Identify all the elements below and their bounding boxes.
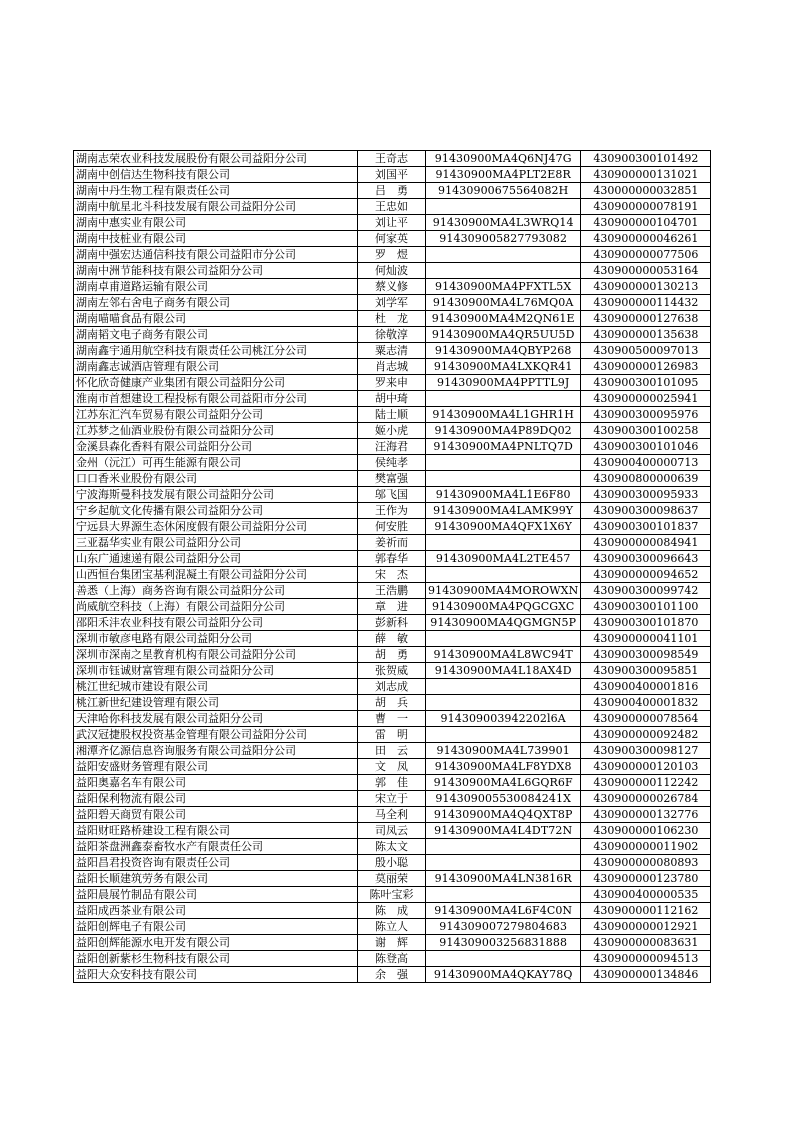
company-name-cell: 江苏东汇汽车贸易有限公司益阳分公司 (74, 407, 358, 423)
legal-person-cell: 粟志清 (358, 343, 426, 359)
company-name-cell: 桃江世纪城市建设有限公司 (74, 679, 358, 695)
legal-person-cell: 胡 勇 (358, 647, 426, 663)
legal-person-cell: 曹 一 (358, 711, 426, 727)
credit-code-cell: 91430900MA4QGMGN5P (426, 615, 581, 631)
credit-code-cell (426, 455, 581, 471)
legal-person-cell: 王作为 (358, 503, 426, 519)
registration-number-cell: 430900300095933 (581, 487, 711, 503)
registration-number-cell: 430900300101492 (581, 151, 711, 167)
table-row (74, 567, 711, 583)
company-name-cell: 湖南中惠实业有限公司 (74, 215, 358, 231)
company-name-cell: 益阳成西茶业有限公司 (74, 903, 358, 919)
table-row (74, 615, 711, 631)
credit-code-cell: 914309005530084241X (426, 791, 581, 807)
table-row (74, 151, 711, 167)
credit-code-cell: 91430900MA4PLT2E8R (426, 167, 581, 183)
legal-person-cell: 莫丽荣 (358, 871, 426, 887)
registration-number-cell: 430900000114432 (581, 295, 711, 311)
legal-person-cell: 文 凤 (358, 759, 426, 775)
company-name-cell: 益阳安盛财务管理有限公司 (74, 759, 358, 775)
registration-number-cell: 430900000112162 (581, 903, 711, 919)
company-name-cell: 深圳市深南之星教育机构有限公司益阳分公司 (74, 647, 358, 663)
credit-code-cell: 91430900MA4QBYP268 (426, 343, 581, 359)
credit-code-cell (426, 727, 581, 743)
legal-person-cell: 王奇志 (358, 151, 426, 167)
table-row (74, 327, 711, 343)
credit-code-cell: 91430900MA4M2QN61E (426, 311, 581, 327)
company-name-cell: 江苏梦之仙酒业股份有限公司益阳分公司 (74, 423, 358, 439)
credit-code-cell (426, 951, 581, 967)
credit-code-cell: 91430900MA4PFXTL5X (426, 279, 581, 295)
legal-person-cell: 刘志成 (358, 679, 426, 695)
company-name-cell: 益阳长顺建筑劳务有限公司 (74, 871, 358, 887)
credit-code-cell (426, 855, 581, 871)
credit-code-cell: 91430900MA4QKAY78Q (426, 967, 581, 983)
legal-person-cell: 雷 明 (358, 727, 426, 743)
legal-person-cell: 杜 龙 (358, 311, 426, 327)
table-row (74, 647, 711, 663)
table-row (74, 919, 711, 935)
legal-person-cell: 张贺威 (358, 663, 426, 679)
legal-person-cell: 姜祈而 (358, 535, 426, 551)
table-row (74, 759, 711, 775)
table-row (74, 439, 711, 455)
credit-code-cell: 914309003256831888 (426, 935, 581, 951)
credit-code-cell (426, 199, 581, 215)
table-row (74, 407, 711, 423)
legal-person-cell: 刘国平 (358, 167, 426, 183)
company-name-cell: 深圳市钰诚财富管理有限公司益阳分公司 (74, 663, 358, 679)
table-row (74, 695, 711, 711)
company-name-cell: 湖南中强宏达通信科技有限公司益阳市分公司 (74, 247, 358, 263)
registration-number-cell: 430900000025941 (581, 391, 711, 407)
credit-code-cell (426, 839, 581, 855)
company-name-cell: 善悉（上海）商务咨询有限公司益阳分公司 (74, 583, 358, 599)
credit-code-cell (426, 263, 581, 279)
table-row (74, 791, 711, 807)
registration-number-cell: 430900300098637 (581, 503, 711, 519)
legal-person-cell: 罗 煜 (358, 247, 426, 263)
company-name-cell: 口口香米业股份有限公司 (74, 471, 358, 487)
legal-person-cell: 刘学军 (358, 295, 426, 311)
company-name-cell: 尚威航空科技（上海）有限公司益阳分公司 (74, 599, 358, 615)
table-row (74, 839, 711, 855)
registration-number-cell: 430900300101095 (581, 375, 711, 391)
registration-number-cell: 430900500097013 (581, 343, 711, 359)
registration-number-cell: 430900000132776 (581, 807, 711, 823)
registration-number-cell: 430900300101837 (581, 519, 711, 535)
company-name-cell: 宁波海斯曼科技发展有限公司益阳分公司 (74, 487, 358, 503)
credit-code-cell (426, 535, 581, 551)
credit-code-cell: 91430900MA4L2TE457 (426, 551, 581, 567)
table-row (74, 583, 711, 599)
company-name-cell: 湖南中丹生物工程有限责任公司 (74, 183, 358, 199)
company-name-cell: 山东广通速递有限公司益阳分公司 (74, 551, 358, 567)
registration-number-cell: 430900300099742 (581, 583, 711, 599)
credit-code-cell: 91430900MA4L3WRQ14 (426, 215, 581, 231)
credit-code-cell: 91430900MA4LN3816R (426, 871, 581, 887)
legal-person-cell: 胡中琦 (358, 391, 426, 407)
table-row (74, 871, 711, 887)
registration-number-cell: 430900300100258 (581, 423, 711, 439)
legal-person-cell: 陈叶宝彩 (358, 887, 426, 903)
company-name-cell: 益阳昌君投资咨询有限责任公司 (74, 855, 358, 871)
registration-number-cell: 430900000131021 (581, 167, 711, 183)
registration-number-cell: 430900400000535 (581, 887, 711, 903)
credit-code-cell: 91430900MA4L6GQR6F (426, 775, 581, 791)
table-row (74, 343, 711, 359)
credit-code-cell: 91430900MA4PNLTQ7D (426, 439, 581, 455)
registration-number-cell: 430900000011902 (581, 839, 711, 855)
company-name-cell: 益阳奥嘉名车有限公司 (74, 775, 358, 791)
credit-code-cell: 91430900MA4L4DT72N (426, 823, 581, 839)
legal-person-cell: 蔡义修 (358, 279, 426, 295)
table-row (74, 503, 711, 519)
credit-code-cell (426, 247, 581, 263)
company-name-cell: 益阳创辉电子有限公司 (74, 919, 358, 935)
registration-number-cell: 430900000053164 (581, 263, 711, 279)
company-name-cell: 怀化欣奇健康产业集团有限公司益阳分公司 (74, 375, 358, 391)
company-name-cell: 淮南市首想建设工程投标有限公司益阳市分公司 (74, 391, 358, 407)
credit-code-cell (426, 695, 581, 711)
credit-code-cell: 91430900MA4PPTTL9J (426, 375, 581, 391)
table-row (74, 311, 711, 327)
table-row (74, 679, 711, 695)
table-row (74, 711, 711, 727)
registration-number-cell: 430900000106230 (581, 823, 711, 839)
registration-number-cell: 430900300101046 (581, 439, 711, 455)
credit-code-cell: 91430900MA4QR5UU5D (426, 327, 581, 343)
registration-number-cell: 430900400000713 (581, 455, 711, 471)
company-name-cell: 湖南中航星北斗科技发展有限公司益阳分公司 (74, 199, 358, 215)
table-row (74, 423, 711, 439)
company-name-cell: 金州（沅江）可再生能源有限公司 (74, 455, 358, 471)
legal-person-cell: 田 云 (358, 743, 426, 759)
company-name-cell: 桃江新世纪建设管理有限公司 (74, 695, 358, 711)
legal-person-cell: 吕 勇 (358, 183, 426, 199)
company-name-cell: 益阳创辉能源水电开发有限公司 (74, 935, 358, 951)
registration-number-cell: 430900000012921 (581, 919, 711, 935)
legal-person-cell: 邬飞国 (358, 487, 426, 503)
legal-person-cell: 肖志城 (358, 359, 426, 375)
credit-code-cell: 91430900MA4L1E6F80 (426, 487, 581, 503)
credit-code-cell (426, 887, 581, 903)
table-row (74, 359, 711, 375)
company-name-cell: 湖南鑫志诚酒店管理有限公司 (74, 359, 358, 375)
table-row (74, 807, 711, 823)
company-name-cell: 湖南左邻右舍电子商务有限公司 (74, 295, 358, 311)
company-registry-table (73, 150, 711, 983)
registration-number-cell: 430900300098549 (581, 647, 711, 663)
registration-number-cell: 430900000126983 (581, 359, 711, 375)
company-name-cell: 湖南中技桩业有限公司 (74, 231, 358, 247)
table-row (74, 727, 711, 743)
table-row (74, 487, 711, 503)
credit-code-cell: 91430900MA4LXKQR41 (426, 359, 581, 375)
credit-code-cell: 914309007279804683 (426, 919, 581, 935)
registration-number-cell: 430900300095976 (581, 407, 711, 423)
registration-number-cell: 430900000084941 (581, 535, 711, 551)
table-row (74, 743, 711, 759)
table-row (74, 663, 711, 679)
table-row (74, 951, 711, 967)
company-name-cell: 益阳保利物流有限公司 (74, 791, 358, 807)
table-row (74, 903, 711, 919)
table-row (74, 391, 711, 407)
legal-person-cell: 何安胜 (358, 519, 426, 535)
legal-person-cell: 何灿波 (358, 263, 426, 279)
credit-code-cell (426, 567, 581, 583)
company-name-cell: 湘潭齐亿源信息咨询服务有限公司益阳分公司 (74, 743, 358, 759)
credit-code-cell: 91430900MA4PQGCGXC (426, 599, 581, 615)
legal-person-cell: 樊富强 (358, 471, 426, 487)
legal-person-cell: 郭 佳 (358, 775, 426, 791)
registration-number-cell: 430900300101100 (581, 599, 711, 615)
registration-number-cell: 430900000080893 (581, 855, 711, 871)
table-row (74, 455, 711, 471)
credit-code-cell: 91430900MA4P89DQ02 (426, 423, 581, 439)
credit-code-cell: 91430900MA4L8WC94T (426, 647, 581, 663)
company-name-cell: 益阳晨展竹制品有限公司 (74, 887, 358, 903)
company-name-cell: 湖南中洲节能科技有限公司益阳分公司 (74, 263, 358, 279)
table-row (74, 167, 711, 183)
company-name-cell: 武汉冠捷股权投资基金管理有限公司益阳分公司 (74, 727, 358, 743)
legal-person-cell: 余 强 (358, 967, 426, 983)
registration-number-cell: 430900400001832 (581, 695, 711, 711)
credit-code-cell: 91430900MA4MOROWXN (426, 583, 581, 599)
registration-number-cell: 430900300098127 (581, 743, 711, 759)
legal-person-cell: 陈 成 (358, 903, 426, 919)
company-name-cell: 湖南卓甫道路运输有限公司 (74, 279, 358, 295)
legal-person-cell: 谢 辉 (358, 935, 426, 951)
legal-person-cell: 陆士顺 (358, 407, 426, 423)
company-name-cell: 天津哈你科技发展有限公司益阳分公司 (74, 711, 358, 727)
legal-person-cell: 陈登高 (358, 951, 426, 967)
registration-number-cell: 430900000078191 (581, 199, 711, 215)
legal-person-cell: 王忠如 (358, 199, 426, 215)
table-row (74, 279, 711, 295)
legal-person-cell: 司凤云 (358, 823, 426, 839)
credit-code-cell: 91430900MA4LF8YDX8 (426, 759, 581, 775)
company-name-cell: 山西恒台集团宝基利混凝土有限公司益阳分公司 (74, 567, 358, 583)
legal-person-cell: 宋立于 (358, 791, 426, 807)
company-name-cell: 湖南喵喵食品有限公司 (74, 311, 358, 327)
registration-number-cell: 430900000026784 (581, 791, 711, 807)
legal-person-cell: 何家英 (358, 231, 426, 247)
registration-number-cell: 430900000123780 (581, 871, 711, 887)
registration-number-cell: 430900000092482 (581, 727, 711, 743)
legal-person-cell: 汪海君 (358, 439, 426, 455)
table-row (74, 599, 711, 615)
table-row (74, 535, 711, 551)
company-name-cell: 邵阳禾沣农业科技有限公司益阳分公司 (74, 615, 358, 631)
registration-number-cell: 430900000041101 (581, 631, 711, 647)
table-row (74, 823, 711, 839)
company-name-cell: 金溪县森化香料有限公司益阳分公司 (74, 439, 358, 455)
table-row (74, 263, 711, 279)
credit-code-cell (426, 471, 581, 487)
legal-person-cell: 姬小虎 (358, 423, 426, 439)
company-name-cell: 三亚磊华实业有限公司益阳分公司 (74, 535, 358, 551)
legal-person-cell: 郭春华 (358, 551, 426, 567)
table-row (74, 471, 711, 487)
company-name-cell: 益阳创新紫杉生物科技有限公司 (74, 951, 358, 967)
registration-number-cell: 430900000094513 (581, 951, 711, 967)
company-name-cell: 湖南鑫宇通用航空科技有限责任公司桃江分公司 (74, 343, 358, 359)
registration-number-cell: 430900000120103 (581, 759, 711, 775)
registration-number-cell: 430900000094652 (581, 567, 711, 583)
legal-person-cell: 殷小聪 (358, 855, 426, 871)
registration-number-cell: 430000000032851 (581, 183, 711, 199)
legal-person-cell: 陈太文 (358, 839, 426, 855)
table-row (74, 231, 711, 247)
table-row (74, 855, 711, 871)
company-name-cell: 益阳茶盘洲鑫泰畜牧水产有限责任公司 (74, 839, 358, 855)
credit-code-cell (426, 391, 581, 407)
registration-number-cell: 430900000127638 (581, 311, 711, 327)
credit-code-cell: 91430900MA4Q4QXT8P (426, 807, 581, 823)
credit-code-cell: 91430900MA4L739901 (426, 743, 581, 759)
table-row (74, 183, 711, 199)
table-row (74, 935, 711, 951)
legal-person-cell: 彭新科 (358, 615, 426, 631)
credit-code-cell: 91430900MA4Q6NJ47G (426, 151, 581, 167)
credit-code-cell: 914309005827793082 (426, 231, 581, 247)
legal-person-cell: 胡 兵 (358, 695, 426, 711)
legal-person-cell: 宋 杰 (358, 567, 426, 583)
table-row (74, 375, 711, 391)
credit-code-cell: 914309003942202l6A (426, 711, 581, 727)
legal-person-cell: 陈立人 (358, 919, 426, 935)
table-body (74, 151, 711, 983)
registration-number-cell: 430900000104701 (581, 215, 711, 231)
legal-person-cell: 马全利 (358, 807, 426, 823)
legal-person-cell: 王浩鹏 (358, 583, 426, 599)
registration-number-cell: 430900000130213 (581, 279, 711, 295)
registration-number-cell: 430900000112242 (581, 775, 711, 791)
table-row (74, 631, 711, 647)
company-name-cell: 湖南中创信达生物科技有限公司 (74, 167, 358, 183)
credit-code-cell: 91430900675564082H (426, 183, 581, 199)
registration-number-cell: 430900000077506 (581, 247, 711, 263)
table-row (74, 775, 711, 791)
company-name-cell: 湖南韬文电子商务有限公司 (74, 327, 358, 343)
registration-number-cell: 430900400001816 (581, 679, 711, 695)
company-name-cell: 宁远县大界源生态休闲度假有限公司益阳分公司 (74, 519, 358, 535)
registration-number-cell: 430900300096643 (581, 551, 711, 567)
credit-code-cell (426, 679, 581, 695)
company-name-cell: 益阳财旺路桥建设工程有限公司 (74, 823, 358, 839)
registration-number-cell: 430900300101870 (581, 615, 711, 631)
table-row (74, 967, 711, 983)
company-name-cell: 深圳市敏彦电路有限公司益阳分公司 (74, 631, 358, 647)
table-row (74, 295, 711, 311)
table-row (74, 519, 711, 535)
credit-code-cell: 91430900MA4L76MQ0A (426, 295, 581, 311)
credit-code-cell: 91430900MA4LAMK99Y (426, 503, 581, 519)
credit-code-cell: 91430900MA4L18AX4D (426, 663, 581, 679)
registration-number-cell: 430900800000639 (581, 471, 711, 487)
legal-person-cell: 章 进 (358, 599, 426, 615)
credit-code-cell: 91430900MA4QFX1X6Y (426, 519, 581, 535)
table-row (74, 199, 711, 215)
company-name-cell: 益阳碧天商贸有限公司 (74, 807, 358, 823)
table-row (74, 551, 711, 567)
legal-person-cell: 徐敬淳 (358, 327, 426, 343)
credit-code-cell: 91430900MA4L1GHR1H (426, 407, 581, 423)
company-name-cell: 宁乡起航文化传播有限公司益阳分公司 (74, 503, 358, 519)
legal-person-cell: 薛 敏 (358, 631, 426, 647)
registration-number-cell: 430900000083631 (581, 935, 711, 951)
company-name-cell: 益阳大众安科技有限公司 (74, 967, 358, 983)
registration-number-cell: 430900000135638 (581, 327, 711, 343)
table-row (74, 887, 711, 903)
registration-number-cell: 430900300095851 (581, 663, 711, 679)
table-row (74, 215, 711, 231)
legal-person-cell: 侯纯孝 (358, 455, 426, 471)
registration-number-cell: 430900000046261 (581, 231, 711, 247)
legal-person-cell: 刘让平 (358, 215, 426, 231)
legal-person-cell: 罗来申 (358, 375, 426, 391)
company-name-cell: 湖南志荣农业科技发展股份有限公司益阳分公司 (74, 151, 358, 167)
credit-code-cell (426, 631, 581, 647)
credit-code-cell: 91430900MA4L6F4C0N (426, 903, 581, 919)
table-row (74, 247, 711, 263)
registration-number-cell: 430900000134846 (581, 967, 711, 983)
registration-number-cell: 430900000078564 (581, 711, 711, 727)
